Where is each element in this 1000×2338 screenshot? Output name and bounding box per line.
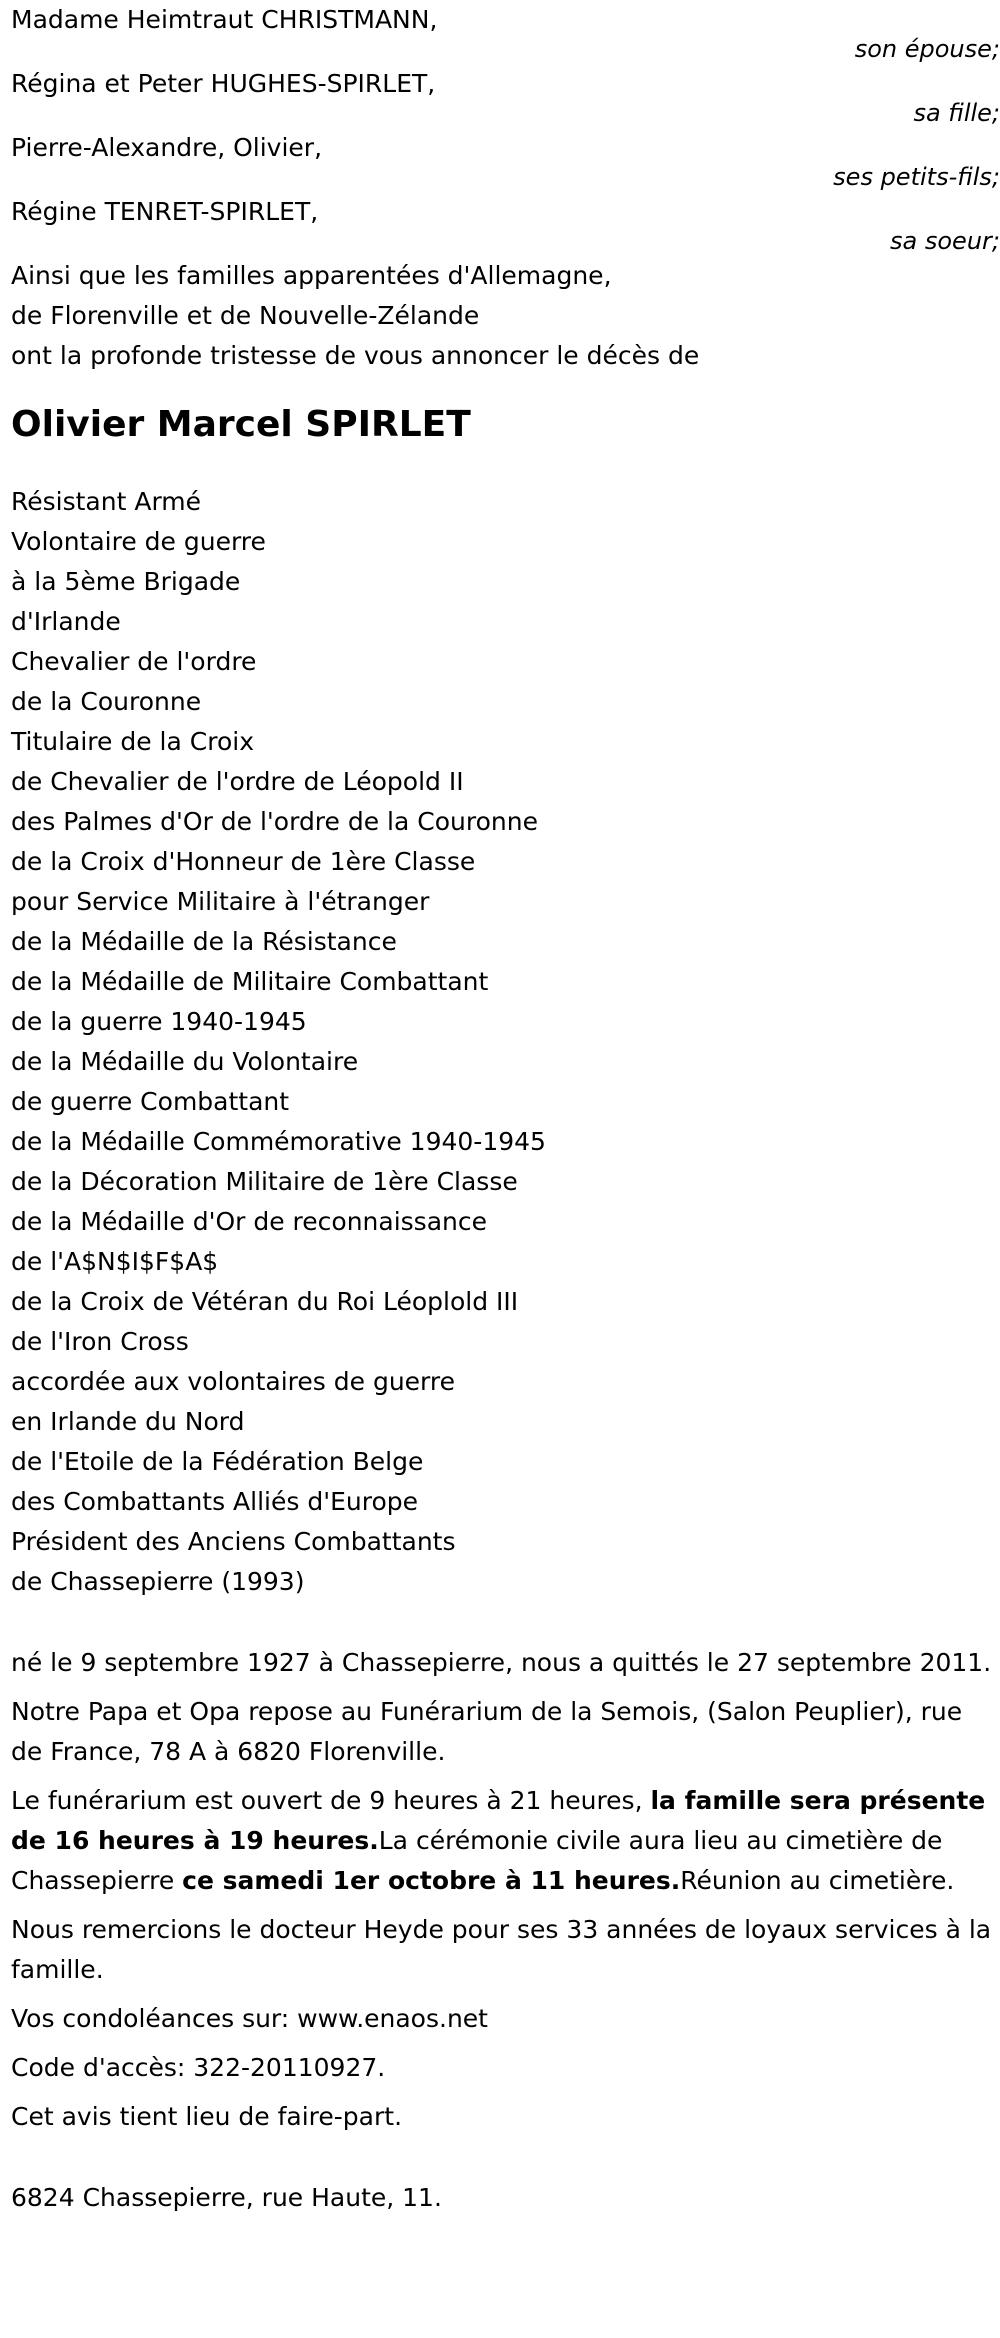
deceased-name: Olivier Marcel SPIRLET [11, 404, 471, 445]
obituary-notice [11, 0, 1000, 2218]
birth-death-text: né le 9 septembre 1927 à Chassepierre, nous a quittés le 27 septembre 2011. [11, 1648, 992, 1677]
title-line: de la Médaille de Militaire Combattant [11, 967, 489, 996]
title-line: Volontaire de guerre [11, 527, 266, 556]
title-line: pour Service Militaire à l'étranger [11, 887, 430, 916]
intro-line: Ainsi que les familles apparentées d'Allemagne, [11, 261, 612, 290]
repose-text: Notre Papa et Opa repose au Funérarium de la Semois, (Salon Peuplier), rue de France, 78 A à 6820 Florenville. [11, 1697, 963, 1766]
intro-line: de Florenville et de Nouvelle-Zélande [11, 301, 480, 330]
title-line: de l'Etoile de la Fédération Belge [11, 1447, 424, 1476]
family-member-name: Pierre-Alexandre, Olivier, [11, 133, 323, 162]
ceremony-date: ce samedi 1er octobre à 11 heures. [182, 1866, 681, 1895]
title-line: de la Croix d'Honneur de 1ère Classe [11, 847, 476, 876]
family-entry [11, 0, 1000, 64]
family-list [11, 0, 1000, 256]
title-line: de l'A$N$I$F$A$ [11, 1247, 219, 1276]
title-line: de la Médaille de la Résistance [11, 927, 397, 956]
condolences-text: Vos condoléances sur: www.enaos.net [11, 2004, 488, 2033]
title-line: de la Couronne [11, 687, 202, 716]
title-line: Chevalier de l'ordre [11, 647, 257, 676]
title-line: Titulaire de la Croix [11, 727, 254, 756]
title-line: Résistant Armé [11, 487, 202, 516]
title-line: accordée aux volontaires de guerre [11, 1367, 455, 1396]
family-member-name: Madame Heimtraut CHRISTMANN, [11, 5, 438, 34]
title-line: de Chevalier de l'ordre de Léopold II [11, 767, 464, 796]
title-line: de la Croix de Vétéran du Roi Léoplold III [11, 1287, 519, 1316]
family-member-name: Régina et Peter HUGHES-SPIRLET, [11, 69, 436, 98]
title-line: de la Médaille Commémorative 1940-1945 [11, 1127, 546, 1156]
family-member-relation: sa fille; [913, 99, 1000, 127]
family-member-name: Régine TENRET-SPIRLET, [11, 197, 319, 226]
access-code-text: Code d'accès: 322-20110927. [11, 2053, 386, 2082]
title-line: de la guerre 1940-1945 [11, 1007, 307, 1036]
family-member-relation: ses petits-fils; [833, 163, 1000, 191]
ceremony-text: La cérémonie civile aura lieu au cimetière de Chassepierre [11, 1826, 943, 1895]
family-member-relation: son épouse; [854, 35, 1000, 63]
family-entry [11, 128, 1000, 192]
title-line: Président des Anciens Combattants [11, 1527, 456, 1556]
title-line: de guerre Combattant [11, 1087, 290, 1116]
title-line: de la Décoration Militaire de 1ère Classe [11, 1167, 518, 1196]
titles-list [11, 482, 996, 1602]
funerarium-text [11, 1781, 996, 1901]
title-line: d'Irlande [11, 607, 121, 636]
address-text: 6824 Chassepierre, rue Haute, 11. [11, 2183, 442, 2212]
family-entry [11, 64, 1000, 128]
title-line: en Irlande du Nord [11, 1407, 245, 1436]
family-member-relation: sa soeur; [890, 227, 1000, 255]
family-presence-hours: la famille sera présente de 16 heures à 19 heures. [11, 1786, 986, 1855]
title-line: de la Médaille du Volontaire [11, 1047, 359, 1076]
title-line: de Chassepierre (1993) [11, 1567, 305, 1596]
title-line: à la 5ème Brigade [11, 567, 241, 596]
funerarium-hours: Le funérarium est ouvert de 9 heures à 21 heures, [11, 1786, 651, 1815]
title-line: des Combattants Alliés d'Europe [11, 1487, 419, 1516]
reunion-text: Réunion au cimetière. [680, 1866, 955, 1895]
intro-line: ont la profonde tristesse de vous annoncer le décès de [11, 341, 700, 370]
title-line: de l'Iron Cross [11, 1327, 189, 1356]
family-entry [11, 192, 1000, 256]
title-line: des Palmes d'Or de l'ordre de la Couronne [11, 807, 538, 836]
thanks-text: Nous remercions le docteur Heyde pour ses 33 années de loyaux services à la famille. [11, 1915, 992, 1984]
title-line: de la Médaille d'Or de reconnaissance [11, 1207, 488, 1236]
intro-text [11, 256, 996, 376]
notice-text: Cet avis tient lieu de faire-part. [11, 2102, 403, 2131]
